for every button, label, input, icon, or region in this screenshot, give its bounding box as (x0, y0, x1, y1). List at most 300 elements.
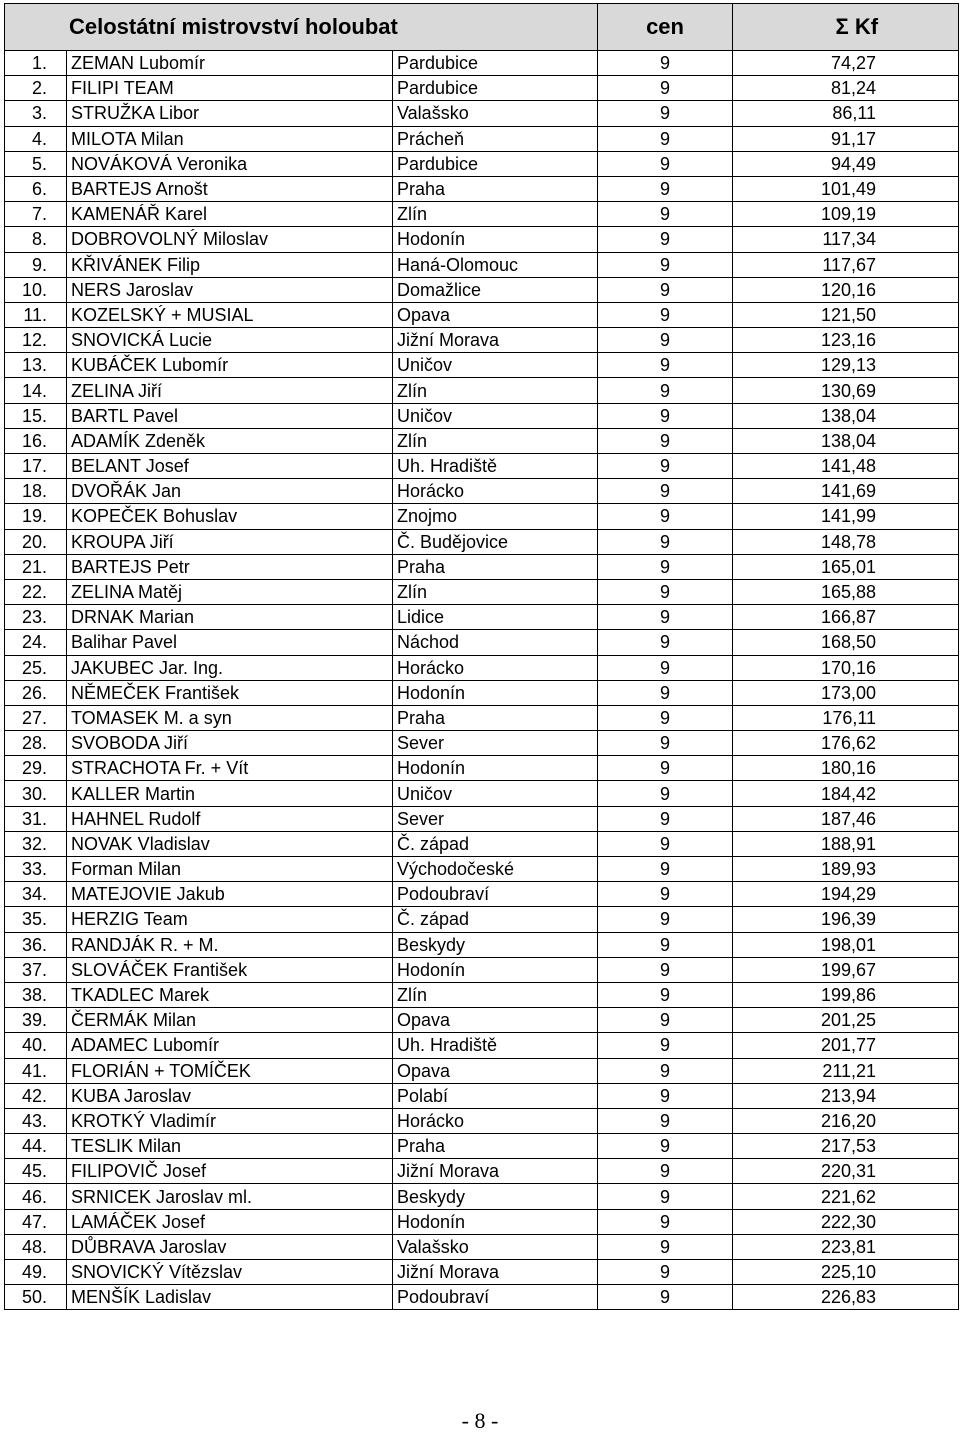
cell-club: Pardubice (393, 151, 598, 176)
cell-kf: 223,81 (733, 1234, 959, 1259)
cell-rank: 40. (5, 1033, 67, 1058)
cell-cen: 9 (598, 756, 733, 781)
table-row (5, 1285, 959, 1310)
cell-kf: 220,31 (733, 1159, 959, 1184)
table-row (5, 857, 959, 882)
table-row (5, 554, 959, 579)
cell-cen: 9 (598, 731, 733, 756)
table-row (5, 831, 959, 856)
cell-name: MENŠÍK Ladislav (67, 1285, 393, 1310)
cell-club: Č. západ (393, 907, 598, 932)
table-row (5, 579, 959, 604)
cell-name: ZELINA Jiří (67, 378, 393, 403)
cell-cen: 9 (598, 1108, 733, 1133)
cell-name: HAHNEL Rudolf (67, 806, 393, 831)
cell-club: Domažlice (393, 277, 598, 302)
column-header-cen: cen (598, 4, 733, 51)
table-row (5, 1234, 959, 1259)
cell-club: Východočeské (393, 857, 598, 882)
cell-cen: 9 (598, 1134, 733, 1159)
cell-kf: 225,10 (733, 1260, 959, 1285)
cell-cen: 9 (598, 101, 733, 126)
column-header-kf: Σ Kf (733, 4, 959, 51)
cell-name: Forman Milan (67, 857, 393, 882)
cell-cen: 9 (598, 1285, 733, 1310)
cell-cen: 9 (598, 504, 733, 529)
cell-kf: 176,62 (733, 731, 959, 756)
cell-club: Uničov (393, 353, 598, 378)
cell-rank: 35. (5, 907, 67, 932)
cell-rank: 23. (5, 605, 67, 630)
cell-kf: 170,16 (733, 655, 959, 680)
cell-club: Zlín (393, 579, 598, 604)
cell-name: NERS Jaroslav (67, 277, 393, 302)
cell-name: KŘIVÁNEK Filip (67, 252, 393, 277)
table-row (5, 302, 959, 327)
cell-club: Lidice (393, 605, 598, 630)
cell-club: Uh. Hradiště (393, 1033, 598, 1058)
cell-club: Jižní Morava (393, 1159, 598, 1184)
cell-rank: 6. (5, 176, 67, 201)
cell-kf: 188,91 (733, 831, 959, 856)
cell-kf: 117,67 (733, 252, 959, 277)
table-row (5, 1184, 959, 1209)
cell-name: RANDJÁK R. + M. (67, 932, 393, 957)
cell-rank: 14. (5, 378, 67, 403)
table-row (5, 76, 959, 101)
table-row (5, 403, 959, 428)
cell-name: SLOVÁČEK František (67, 957, 393, 982)
cell-name: NOVAK Vladislav (67, 831, 393, 856)
cell-rank: 48. (5, 1234, 67, 1259)
cell-rank: 17. (5, 454, 67, 479)
cell-club: Opava (393, 1008, 598, 1033)
cell-cen: 9 (598, 705, 733, 730)
cell-name: ADAMEC Lubomír (67, 1033, 393, 1058)
cell-kf: 86,11 (733, 101, 959, 126)
cell-name: ZELINA Matěj (67, 579, 393, 604)
cell-rank: 42. (5, 1083, 67, 1108)
table-row (5, 176, 959, 201)
table-row (5, 756, 959, 781)
cell-rank: 2. (5, 76, 67, 101)
cell-kf: 117,34 (733, 227, 959, 252)
cell-club: Horácko (393, 479, 598, 504)
cell-name: Balihar Pavel (67, 630, 393, 655)
cell-cen: 9 (598, 605, 733, 630)
cell-club: Opava (393, 302, 598, 327)
cell-cen: 9 (598, 957, 733, 982)
cell-rank: 7. (5, 202, 67, 227)
cell-kf: 187,46 (733, 806, 959, 831)
cell-kf: 121,50 (733, 302, 959, 327)
cell-cen: 9 (598, 151, 733, 176)
cell-kf: 123,16 (733, 328, 959, 353)
table-row (5, 428, 959, 453)
cell-cen: 9 (598, 554, 733, 579)
cell-club: Horácko (393, 1108, 598, 1133)
table-row (5, 51, 959, 76)
cell-kf: 189,93 (733, 857, 959, 882)
cell-name: DRNAK Marian (67, 605, 393, 630)
table-body (5, 51, 959, 1310)
cell-name: TESLIK Milan (67, 1134, 393, 1159)
cell-club: Uh. Hradiště (393, 454, 598, 479)
cell-club: Praha (393, 176, 598, 201)
cell-rank: 47. (5, 1209, 67, 1234)
cell-name: SVOBODA Jiří (67, 731, 393, 756)
cell-name: KROUPA Jiří (67, 529, 393, 554)
cell-name: TOMASEK M. a syn (67, 705, 393, 730)
cell-name: KUBA Jaroslav (67, 1083, 393, 1108)
cell-club: Haná-Olomouc (393, 252, 598, 277)
cell-kf: 74,27 (733, 51, 959, 76)
cell-kf: 184,42 (733, 781, 959, 806)
cell-club: Beskydy (393, 1184, 598, 1209)
cell-name: KROTKÝ Vladimír (67, 1108, 393, 1133)
cell-cen: 9 (598, 1234, 733, 1259)
cell-rank: 18. (5, 479, 67, 504)
cell-rank: 20. (5, 529, 67, 554)
cell-cen: 9 (598, 982, 733, 1007)
cell-club: Horácko (393, 655, 598, 680)
cell-kf: 180,16 (733, 756, 959, 781)
cell-kf: 165,01 (733, 554, 959, 579)
table-row (5, 151, 959, 176)
table-row (5, 529, 959, 554)
cell-cen: 9 (598, 579, 733, 604)
cell-rank: 22. (5, 579, 67, 604)
cell-cen: 9 (598, 680, 733, 705)
cell-kf: 217,53 (733, 1134, 959, 1159)
cell-cen: 9 (598, 1184, 733, 1209)
cell-rank: 16. (5, 428, 67, 453)
cell-kf: 213,94 (733, 1083, 959, 1108)
cell-name: LAMÁČEK Josef (67, 1209, 393, 1234)
cell-kf: 194,29 (733, 882, 959, 907)
table-row (5, 907, 959, 932)
cell-rank: 15. (5, 403, 67, 428)
cell-name: KUBÁČEK Lubomír (67, 353, 393, 378)
table-row (5, 1108, 959, 1133)
cell-club: Valašsko (393, 101, 598, 126)
table-row (5, 101, 959, 126)
cell-name: MATEJOVIE Jakub (67, 882, 393, 907)
cell-kf: 221,62 (733, 1184, 959, 1209)
cell-rank: 13. (5, 353, 67, 378)
table-row (5, 982, 959, 1007)
cell-name: ČERMÁK Milan (67, 1008, 393, 1033)
cell-kf: 226,83 (733, 1285, 959, 1310)
cell-name: KOZELSKÝ + MUSIAL (67, 302, 393, 327)
table-row (5, 227, 959, 252)
table-row (5, 1209, 959, 1234)
cell-rank: 38. (5, 982, 67, 1007)
cell-kf: 173,00 (733, 680, 959, 705)
cell-kf: 148,78 (733, 529, 959, 554)
cell-kf: 201,77 (733, 1033, 959, 1058)
cell-kf: 198,01 (733, 932, 959, 957)
cell-rank: 9. (5, 252, 67, 277)
cell-rank: 5. (5, 151, 67, 176)
cell-rank: 21. (5, 554, 67, 579)
table-row (5, 328, 959, 353)
cell-kf: 129,13 (733, 353, 959, 378)
table-row (5, 882, 959, 907)
cell-kf: 199,86 (733, 982, 959, 1007)
cell-cen: 9 (598, 454, 733, 479)
cell-cen: 9 (598, 277, 733, 302)
cell-kf: 168,50 (733, 630, 959, 655)
table-row (5, 630, 959, 655)
cell-name: TKADLEC Marek (67, 982, 393, 1007)
cell-kf: 94,49 (733, 151, 959, 176)
cell-club: Uničov (393, 403, 598, 428)
cell-rank: 10. (5, 277, 67, 302)
cell-cen: 9 (598, 1008, 733, 1033)
cell-name: ZEMAN Lubomír (67, 51, 393, 76)
cell-name: SNOVICKÝ Vítězslav (67, 1260, 393, 1285)
cell-club: Hodonín (393, 680, 598, 705)
cell-club: Podoubraví (393, 1285, 598, 1310)
cell-club: Zlín (393, 982, 598, 1007)
table-row (5, 126, 959, 151)
cell-cen: 9 (598, 1209, 733, 1234)
cell-kf: 216,20 (733, 1108, 959, 1133)
cell-name: SRNICEK Jaroslav ml. (67, 1184, 393, 1209)
cell-name: MILOTA Milan (67, 126, 393, 151)
cell-cen: 9 (598, 806, 733, 831)
cell-rank: 31. (5, 806, 67, 831)
cell-name: BARTEJS Arnošt (67, 176, 393, 201)
cell-rank: 45. (5, 1159, 67, 1184)
cell-club: Praha (393, 1134, 598, 1159)
cell-rank: 33. (5, 857, 67, 882)
cell-kf: 138,04 (733, 428, 959, 453)
cell-rank: 27. (5, 705, 67, 730)
cell-club: Praha (393, 554, 598, 579)
cell-kf: 201,25 (733, 1008, 959, 1033)
cell-club: Opava (393, 1058, 598, 1083)
cell-cen: 9 (598, 1159, 733, 1184)
cell-name: DOBROVOLNÝ Miloslav (67, 227, 393, 252)
cell-rank: 8. (5, 227, 67, 252)
cell-kf: 166,87 (733, 605, 959, 630)
cell-kf: 101,49 (733, 176, 959, 201)
cell-club: Č. západ (393, 831, 598, 856)
cell-cen: 9 (598, 51, 733, 76)
cell-club: Zlín (393, 378, 598, 403)
cell-name: NĚMEČEK František (67, 680, 393, 705)
cell-name: KOPEČEK Bohuslav (67, 504, 393, 529)
table-row (5, 504, 959, 529)
table-row (5, 479, 959, 504)
table-row (5, 1058, 959, 1083)
cell-cen: 9 (598, 403, 733, 428)
cell-rank: 4. (5, 126, 67, 151)
table-row (5, 957, 959, 982)
table-row (5, 1033, 959, 1058)
cell-club: Jižní Morava (393, 328, 598, 353)
cell-cen: 9 (598, 176, 733, 201)
cell-name: ADAMÍK Zdeněk (67, 428, 393, 453)
cell-name: STRUŽKA Libor (67, 101, 393, 126)
cell-cen: 9 (598, 655, 733, 680)
cell-name: JAKUBEC Jar. Ing. (67, 655, 393, 680)
cell-club: Podoubraví (393, 882, 598, 907)
cell-cen: 9 (598, 857, 733, 882)
cell-club: Zlín (393, 202, 598, 227)
table-row (5, 378, 959, 403)
table-row (5, 202, 959, 227)
table-row (5, 932, 959, 957)
cell-rank: 29. (5, 756, 67, 781)
cell-club: Hodonín (393, 957, 598, 982)
table-row (5, 605, 959, 630)
cell-club: Zlín (393, 428, 598, 453)
cell-cen: 9 (598, 353, 733, 378)
cell-kf: 141,99 (733, 504, 959, 529)
page-number: - 8 - (461, 1408, 499, 1433)
cell-club: Sever (393, 806, 598, 831)
table-row (5, 1260, 959, 1285)
cell-kf: 91,17 (733, 126, 959, 151)
cell-name: BELANT Josef (67, 454, 393, 479)
cell-name: SNOVICKÁ Lucie (67, 328, 393, 353)
cell-name: BARTEJS Petr (67, 554, 393, 579)
cell-cen: 9 (598, 529, 733, 554)
table-row (5, 252, 959, 277)
table-row (5, 781, 959, 806)
cell-cen: 9 (598, 1033, 733, 1058)
table-row (5, 806, 959, 831)
cell-rank: 41. (5, 1058, 67, 1083)
cell-club: Beskydy (393, 932, 598, 957)
cell-cen: 9 (598, 252, 733, 277)
cell-rank: 50. (5, 1285, 67, 1310)
cell-cen: 9 (598, 781, 733, 806)
cell-kf: 165,88 (733, 579, 959, 604)
cell-kf: 138,04 (733, 403, 959, 428)
cell-rank: 32. (5, 831, 67, 856)
cell-kf: 196,39 (733, 907, 959, 932)
cell-club: Náchod (393, 630, 598, 655)
cell-cen: 9 (598, 479, 733, 504)
cell-rank: 26. (5, 680, 67, 705)
cell-name: FILIPOVIČ Josef (67, 1159, 393, 1184)
table-row (5, 705, 959, 730)
cell-club: Jižní Morava (393, 1260, 598, 1285)
cell-name: DŮBRAVA Jaroslav (67, 1234, 393, 1259)
cell-cen: 9 (598, 302, 733, 327)
cell-kf: 109,19 (733, 202, 959, 227)
cell-rank: 3. (5, 101, 67, 126)
cell-kf: 222,30 (733, 1209, 959, 1234)
cell-cen: 9 (598, 1083, 733, 1108)
cell-rank: 1. (5, 51, 67, 76)
cell-name: BARTL Pavel (67, 403, 393, 428)
cell-name: FILIPI TEAM (67, 76, 393, 101)
cell-kf: 141,48 (733, 454, 959, 479)
cell-kf: 199,67 (733, 957, 959, 982)
cell-rank: 44. (5, 1134, 67, 1159)
cell-rank: 49. (5, 1260, 67, 1285)
cell-rank: 30. (5, 781, 67, 806)
cell-rank: 43. (5, 1108, 67, 1133)
cell-cen: 9 (598, 1058, 733, 1083)
cell-club: Hodonín (393, 756, 598, 781)
table-header-row (5, 4, 959, 51)
cell-name: NOVÁKOVÁ Veronika (67, 151, 393, 176)
cell-club: Pardubice (393, 76, 598, 101)
cell-rank: 12. (5, 328, 67, 353)
cell-club: Č. Budějovice (393, 529, 598, 554)
results-table (4, 3, 959, 1310)
table-row (5, 454, 959, 479)
cell-club: Hodonín (393, 1209, 598, 1234)
cell-kf: 141,69 (733, 479, 959, 504)
cell-name: STRACHOTA Fr. + Vít (67, 756, 393, 781)
cell-kf: 120,16 (733, 277, 959, 302)
table-row (5, 655, 959, 680)
cell-rank: 25. (5, 655, 67, 680)
cell-name: DVOŘÁK Jan (67, 479, 393, 504)
cell-cen: 9 (598, 882, 733, 907)
cell-kf: 176,11 (733, 705, 959, 730)
cell-name: KALLER Martin (67, 781, 393, 806)
cell-cen: 9 (598, 126, 733, 151)
cell-rank: 19. (5, 504, 67, 529)
cell-rank: 28. (5, 731, 67, 756)
table-row (5, 1008, 959, 1033)
table-row (5, 680, 959, 705)
cell-rank: 46. (5, 1184, 67, 1209)
cell-cen: 9 (598, 907, 733, 932)
cell-cen: 9 (598, 932, 733, 957)
cell-cen: 9 (598, 76, 733, 101)
cell-name: HERZIG Team (67, 907, 393, 932)
cell-name: FLORIÁN + TOMÍČEK (67, 1058, 393, 1083)
cell-rank: 34. (5, 882, 67, 907)
table-row (5, 277, 959, 302)
cell-kf: 130,69 (733, 378, 959, 403)
table-title: Celostátní mistrovství holoubat (5, 4, 598, 51)
cell-cen: 9 (598, 378, 733, 403)
cell-kf: 81,24 (733, 76, 959, 101)
cell-club: Prácheň (393, 126, 598, 151)
table-row (5, 353, 959, 378)
table-row (5, 731, 959, 756)
cell-kf: 211,21 (733, 1058, 959, 1083)
cell-club: Valašsko (393, 1234, 598, 1259)
cell-cen: 9 (598, 202, 733, 227)
cell-rank: 39. (5, 1008, 67, 1033)
cell-club: Hodonín (393, 227, 598, 252)
cell-rank: 36. (5, 932, 67, 957)
cell-cen: 9 (598, 630, 733, 655)
table-row (5, 1083, 959, 1108)
cell-club: Polabí (393, 1083, 598, 1108)
cell-rank: 11. (5, 302, 67, 327)
cell-cen: 9 (598, 428, 733, 453)
table-row (5, 1159, 959, 1184)
table-row (5, 1134, 959, 1159)
cell-club: Sever (393, 731, 598, 756)
cell-club: Uničov (393, 781, 598, 806)
cell-rank: 24. (5, 630, 67, 655)
cell-cen: 9 (598, 328, 733, 353)
cell-rank: 37. (5, 957, 67, 982)
